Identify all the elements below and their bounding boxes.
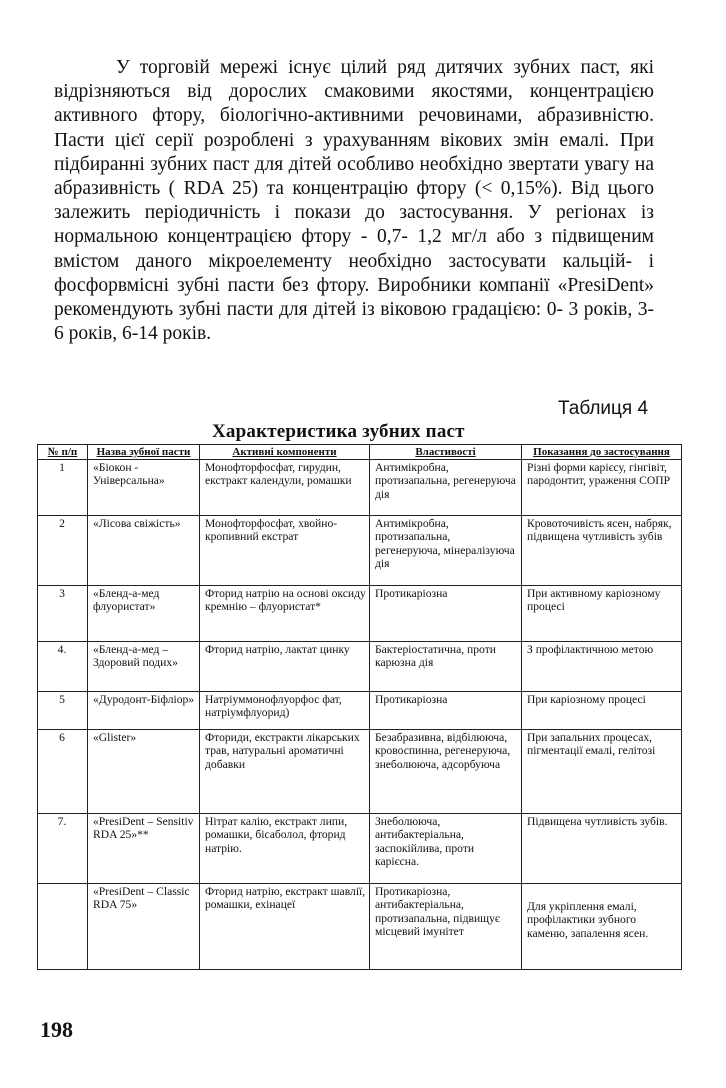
row-name: «Glister»	[88, 730, 200, 814]
row-num: 2	[38, 516, 88, 586]
row-properties: Антимікробна, протизапальна, регенеруюча, мінералізуюча дія	[370, 516, 522, 586]
row-indications: Підвищена чутливість зубів.	[522, 814, 682, 884]
row-components: Натріуммонофлуорфос фат, натріумфлуорид)	[200, 692, 370, 730]
intro-paragraph: У торговій мережі існує цілий ряд дитячих зубних паст, які відрізняються від дорослих смаковими якостями, концентрацією активного фтору, біологічно-активними речовинами, абразивністю. Пасти цієї серії розроблені з урахуванням вікових змін емалі. При підбиранні зубних паст для дітей особливо необхідно звертати увагу на абразивність ( RDA 25) та концентрацію фтору (< 0,15%). Від цього залежить періодичність і покази до застосування. У регіонах із нормальною концентрацією фтору - 0,7- 1,2 мг/л або з підвищеним вмістом даного мікроелементу необхідно застосувати кальцій- і фосфорвмісні зубні пасти без фтору. Виробники компанії «PresiDent» рекомендують зубні пасти для дітей із віковою градацією: 0- 3 років, 3-6 років, 6-14 років.	[54, 57, 654, 345]
row-name: «Бленд-а-мед флуористат»	[88, 586, 200, 642]
toothpaste-table	[37, 444, 682, 970]
row-num: 3	[38, 586, 88, 642]
row-components: Монофторфосфат, гирудин, екстракт календули, ромашки	[200, 460, 370, 516]
table-row	[38, 814, 682, 884]
header-components: Активні компоненти	[200, 445, 370, 460]
row-name: «Бленд-а-мед – Здоровий подих»	[88, 642, 200, 692]
table-caption: Таблиця 4	[558, 398, 649, 419]
row-num: 5	[38, 692, 88, 730]
row-components: Фторид натрію, екстракт шавлії, ромашки, ехінацеї	[200, 884, 370, 970]
row-properties: Антимікробна, протизапальна, регенеруюча дія	[370, 460, 522, 516]
row-num: 4.	[38, 642, 88, 692]
row-properties: Протикаріозна	[370, 586, 522, 642]
table-row	[38, 692, 682, 730]
table-header-row	[38, 445, 682, 460]
header-properties: Властивості	[370, 445, 522, 460]
row-properties: Протикаріозна, антибактеріальна, протизапальна, підвищує місцевий імунітет	[370, 884, 522, 970]
row-properties: Бактеріостатична, проти карюзна дія	[370, 642, 522, 692]
header-name: Назва зубної пасти	[88, 445, 200, 460]
table-row	[38, 586, 682, 642]
header-indications: Показання до застосування	[522, 445, 682, 460]
row-components: Монофторфосфат, хвойно-кропивний екстрат	[200, 516, 370, 586]
row-num	[38, 884, 88, 970]
row-properties: Знеболююча, антибактеріальна, заспокійлива, проти карієсна.	[370, 814, 522, 884]
row-name: «Дуродонт-Біфліор»	[88, 692, 200, 730]
header-num: № п/п	[38, 445, 88, 460]
row-num: 1	[38, 460, 88, 516]
table-row	[38, 730, 682, 814]
row-properties: Безабразивна, відбілююча, кровоспинна, регенеруюча, знеболююча, адсорбуюча	[370, 730, 522, 814]
row-name: «PresiDent – Sensitiv RDA 25»**	[88, 814, 200, 884]
row-properties: Протикаріозна	[370, 692, 522, 730]
row-indications: З профілактичною метою	[522, 642, 682, 692]
row-components: Нітрат калію, екстракт липи, ромашки, бісаболол, фторид натрію.	[200, 814, 370, 884]
row-components: Фторид натрію на основі оксиду кремнію – флуористат*	[200, 586, 370, 642]
table-row	[38, 884, 682, 970]
row-indications: При каріозному процесі	[522, 692, 682, 730]
row-indications: Різні форми карієсу, гінгівіт, пародонтит, ураження СОПР	[522, 460, 682, 516]
table-row	[38, 642, 682, 692]
row-name: «Лісова свіжість»	[88, 516, 200, 586]
row-indications: При активному каріозному процесі	[522, 586, 682, 642]
row-indications: Для укріплення емалі, профілактики зубного каменю, запалення ясен.	[522, 884, 682, 970]
row-components: Фторид натрію, лактат цинку	[200, 642, 370, 692]
row-indications: Кровоточивість ясен, набряк, підвищена чутливість зубів	[522, 516, 682, 586]
row-indications: При запальних процесах, пігментації емалі, гелітозі	[522, 730, 682, 814]
row-name: «PresiDent – Classic RDA 75»	[88, 884, 200, 970]
row-name: «Біокон - Універсальна»	[88, 460, 200, 516]
table-title: Характеристика зубних паст	[212, 421, 465, 442]
table-row	[38, 460, 682, 516]
row-num: 7.	[38, 814, 88, 884]
table-row	[38, 516, 682, 586]
row-num: 6	[38, 730, 88, 814]
row-components: Фториди, екстракти лікарських трав, натуральні ароматичні добавки	[200, 730, 370, 814]
page-number: 198	[40, 1017, 73, 1042]
